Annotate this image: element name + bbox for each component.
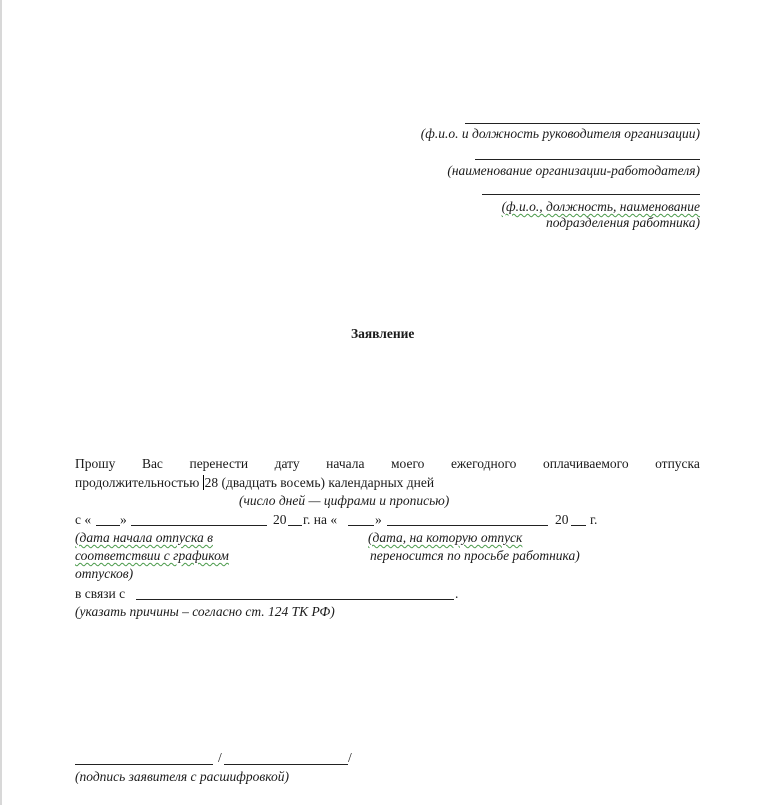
start-year-blank[interactable]	[288, 525, 302, 526]
duration-label: продолжительностью	[75, 475, 203, 490]
reason-label: в связи с	[75, 586, 126, 601]
para-line-2	[75, 475, 434, 491]
para-word: дату	[274, 456, 300, 471]
signature-blank[interactable]	[75, 764, 213, 765]
dates-c: с «	[75, 512, 92, 527]
start-caption-2	[75, 548, 229, 564]
start-caption-1: (дата начала отпуска в	[75, 530, 213, 545]
para-word: моего	[391, 456, 425, 471]
page-edge	[0, 0, 2, 805]
para-word: Прошу	[75, 456, 116, 471]
start-day-blank[interactable]	[96, 525, 120, 526]
para-word: начала	[326, 456, 365, 471]
new-year-blank[interactable]	[571, 525, 586, 526]
new-caption-1: (дата, на которую отпуск	[368, 530, 523, 545]
dates-year2: 20	[555, 512, 569, 527]
signature-name-blank[interactable]	[224, 764, 348, 765]
start-month-blank[interactable]	[131, 525, 267, 526]
days-value[interactable]: 28 (двадцать восемь) календарных дней	[204, 475, 435, 490]
start-caption-2-text: соответствии с графиком	[75, 548, 229, 563]
dates-g-na: г. на «	[303, 512, 338, 527]
new-caption-2: переносится по просьбе работника)	[370, 548, 580, 563]
reason-end: .	[455, 586, 459, 601]
para-word: Вас	[141, 456, 163, 471]
head-blank-line-3[interactable]	[482, 194, 700, 195]
days-caption: (число дней — цифрами и прописью)	[239, 493, 450, 508]
head-caption-3a: (ф.и.о., должность, наименование	[501, 199, 700, 214]
para-word: перенести	[189, 456, 249, 471]
head-caption-1: (ф.и.о. и должность руководителя организации)	[420, 126, 700, 141]
reason-blank[interactable]	[136, 599, 454, 600]
head-caption-2: (наименование организации-работодателя)	[447, 163, 700, 178]
start-caption-3: отпусков)	[75, 566, 134, 581]
reason-caption: (указать причины – согласно ст. 124 ТК РФ)	[75, 604, 335, 619]
dates-q2-close: »	[375, 512, 382, 527]
para-word: отпуска	[655, 456, 700, 471]
para-line-1	[75, 456, 700, 472]
para-word: оплачиваемого	[542, 456, 629, 471]
head-caption-3b: подразделения работника)	[546, 215, 700, 230]
document-title: Заявление	[351, 326, 415, 341]
text-cursor	[203, 475, 204, 490]
new-day-blank[interactable]	[348, 525, 374, 526]
dates-year1: 20	[273, 512, 287, 527]
para-word: ежегодного	[450, 456, 517, 471]
signature-slash-2: /	[348, 750, 352, 765]
head-blank-line-1[interactable]	[465, 123, 700, 124]
signature-caption: (подпись заявителя с расшифровкой)	[75, 769, 290, 784]
head-blank-line-2[interactable]	[475, 159, 700, 160]
signature-slash-1: /	[218, 750, 222, 765]
new-month-blank[interactable]	[387, 525, 548, 526]
dates-g-end: г.	[590, 512, 598, 527]
dates-q1-close: »	[120, 512, 127, 527]
